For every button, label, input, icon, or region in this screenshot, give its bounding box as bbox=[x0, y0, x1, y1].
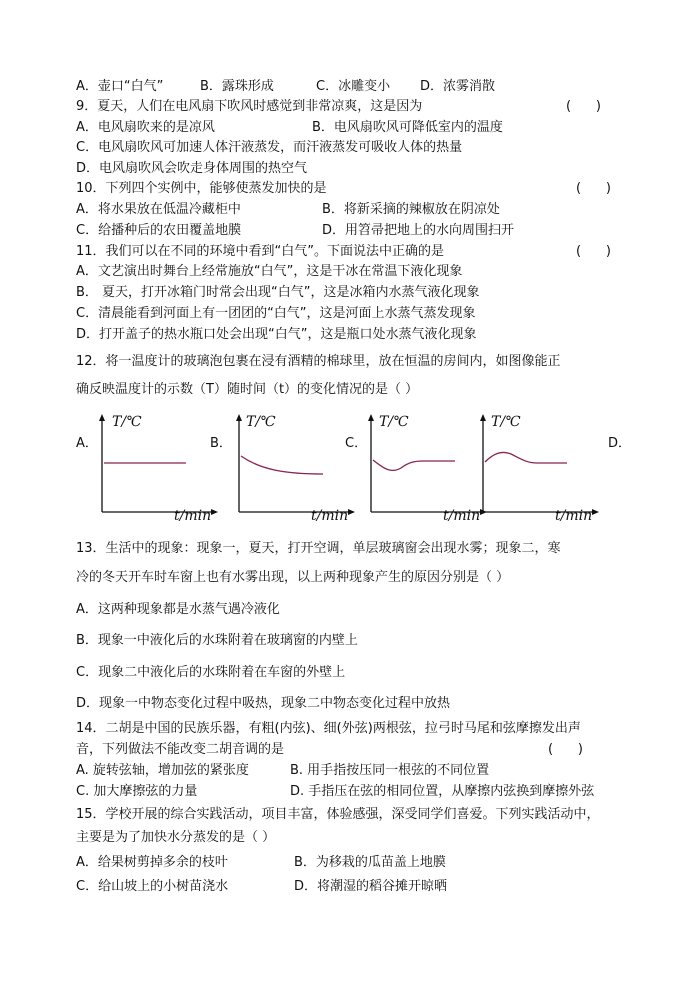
graph-a-x-arrow bbox=[211, 509, 218, 515]
graph-d-x-arrow bbox=[592, 509, 599, 515]
graph-b-xlabel: t/min bbox=[311, 508, 349, 524]
q11-stem: 11．我们可以在不同的环境中看到“白气”。下面说法中正确的是 bbox=[76, 244, 445, 259]
graph-b-curve bbox=[241, 456, 323, 474]
q12-line-2: 确反映温度计的示数（T）随时间（t）的变化情况的是（ ） bbox=[76, 382, 419, 397]
q8-option-a: A．壶口“白气” bbox=[76, 79, 164, 94]
q11-option-d: D．打开盖子的热水瓶口处会出现“白气”，这是瓶口处水蒸气液化现象 bbox=[76, 327, 477, 342]
graph-a-ylabel: T/℃ bbox=[112, 414, 142, 430]
q14-option-c: C. 加大摩擦弦的力量 bbox=[76, 784, 198, 799]
q13-line-1: 13．生活中的现象：现象一，夏天，打开空调，单层玻璃窗会出现水雾；现象二，寒 bbox=[76, 541, 561, 556]
q13-option-d: D．现象一中物态变化过程中吸热，现象二中物态变化过程中放热 bbox=[76, 696, 451, 711]
q15-option-d: D．将潮湿的稻谷摊开晾晒 bbox=[294, 879, 448, 894]
graph-c-label: C． bbox=[345, 436, 368, 451]
graph-d-curve bbox=[485, 452, 567, 463]
q15-option-a: A．给果树剪掉多余的枝叶 bbox=[76, 855, 228, 870]
graph-c-ylabel: T/℃ bbox=[379, 414, 409, 430]
q10-option-d: D．用笤帚把地上的水向周围扫开 bbox=[322, 223, 515, 238]
q9-option-b: B．电风扇吹风可降低室内的温度 bbox=[312, 120, 503, 135]
q10-option-b: B．将新采摘的辣椒放在阴凉处 bbox=[322, 202, 500, 217]
graph-b-y-arrow bbox=[236, 414, 242, 421]
q12-line-1: 12．将一温度计的玻璃泡包裹在浸有酒精的棉球里，放在恒温的房间内，如图像能正 bbox=[76, 354, 561, 369]
q8-option-b: B．露珠形成 bbox=[200, 79, 274, 94]
q13-line-2: 冷的冬天开车时车窗上也有水雾出现，以上两种现象产生的原因分别是（ ） bbox=[76, 570, 510, 585]
graph-d-ylabel: T/℃ bbox=[491, 414, 521, 430]
q11-option-c: C．清晨能看到河面上有一团团的“白气”，这是河面上水蒸气蒸发现象 bbox=[76, 306, 476, 321]
graph-d-label: D． bbox=[608, 436, 632, 451]
q13-option-b: B．现象一中液化后的水珠附着在玻璃窗的内壁上 bbox=[76, 633, 358, 648]
q10-stem: 10．下列四个实例中，能够使蒸发加快的是 bbox=[76, 181, 327, 196]
q14-option-b: B. 用手指按压同一根弦的不同位置 bbox=[290, 763, 490, 778]
q9-option-c: C．电风扇吹风可加速人体汗液蒸发，而汗液蒸发可吸收人体的热量 bbox=[76, 140, 463, 155]
q15-option-c: C．给山坡上的小树苗浇水 bbox=[76, 879, 229, 894]
q9-answer-paren: ( ) bbox=[566, 99, 601, 114]
q13-option-a: A．这两种现象都是水蒸气遇冷液化 bbox=[76, 602, 280, 617]
q14-line-2: 音，下列做法不能改变二胡音调的是 bbox=[76, 742, 285, 757]
q9-stem: 9．夏天，人们在电风扇下吹风时感觉到非常凉爽，这是因为 bbox=[76, 99, 423, 114]
graph-b-x-arrow bbox=[348, 509, 355, 515]
q10-answer-paren: ( ) bbox=[576, 181, 611, 196]
q15-option-b: B．为移栽的瓜苗盖上地膜 bbox=[294, 855, 446, 870]
q15-line-2: 主要是为了加快水分蒸发的是（ ） bbox=[76, 830, 276, 845]
q14-line-1: 14．二胡是中国的民族乐器，有粗(内弦)、细(外弦)两根弦，拉弓时马尾和弦摩擦发出声 bbox=[76, 721, 581, 736]
graph-b-label: B． bbox=[210, 436, 232, 451]
q14-option-d: D. 手指压在弦的相同位置，从摩擦内弦换到摩擦外弦 bbox=[290, 784, 595, 799]
q15-line-1: 15．学校开展的综合实践活动，项目丰富，体验感强，深受同学们喜爱。下列实践活动中， bbox=[76, 807, 600, 822]
q8-option-d: D．浓雾消散 bbox=[420, 79, 496, 94]
q9-option-a: A．电风扇吹来的是凉风 bbox=[76, 120, 215, 135]
graph-a-label: A． bbox=[76, 436, 98, 451]
graph-d-xlabel: t/min bbox=[555, 508, 593, 524]
q10-option-c: C．给播种后的农田覆盖地膜 bbox=[76, 223, 242, 238]
q8-option-c: C．冰雕变小 bbox=[316, 79, 391, 94]
q13-option-c: C．现象二中液化后的水珠附着在车窗的外壁上 bbox=[76, 665, 346, 680]
q14-answer-paren: ( ) bbox=[548, 742, 583, 757]
graph-c-curve bbox=[373, 460, 455, 470]
q11-option-b: B． 夏天，打开冰箱门时常会出现“白气”，这是冰箱内水蒸气液化现象 bbox=[76, 285, 480, 300]
q14-option-a: A. 旋转弦轴，增加弦的紧张度 bbox=[76, 763, 249, 778]
graph-c-y-arrow bbox=[368, 414, 374, 421]
graph-b-ylabel: T/℃ bbox=[246, 414, 276, 430]
q10-option-a: A．将水果放在低温冷藏柜中 bbox=[76, 202, 241, 217]
q11-option-a: A．文艺演出时舞台上经常施放“白气”，这是干冰在常温下液化现象 bbox=[76, 264, 463, 279]
graph-d-y-arrow bbox=[480, 414, 486, 421]
graph-a-xlabel: t/min bbox=[174, 508, 212, 524]
q9-option-d: D．电风扇吹风会吹走身体周围的热空气 bbox=[76, 161, 308, 176]
q11-answer-paren: ( ) bbox=[576, 244, 611, 259]
graph-a-y-arrow bbox=[99, 414, 105, 421]
graph-c-xlabel: t/min bbox=[443, 508, 481, 524]
